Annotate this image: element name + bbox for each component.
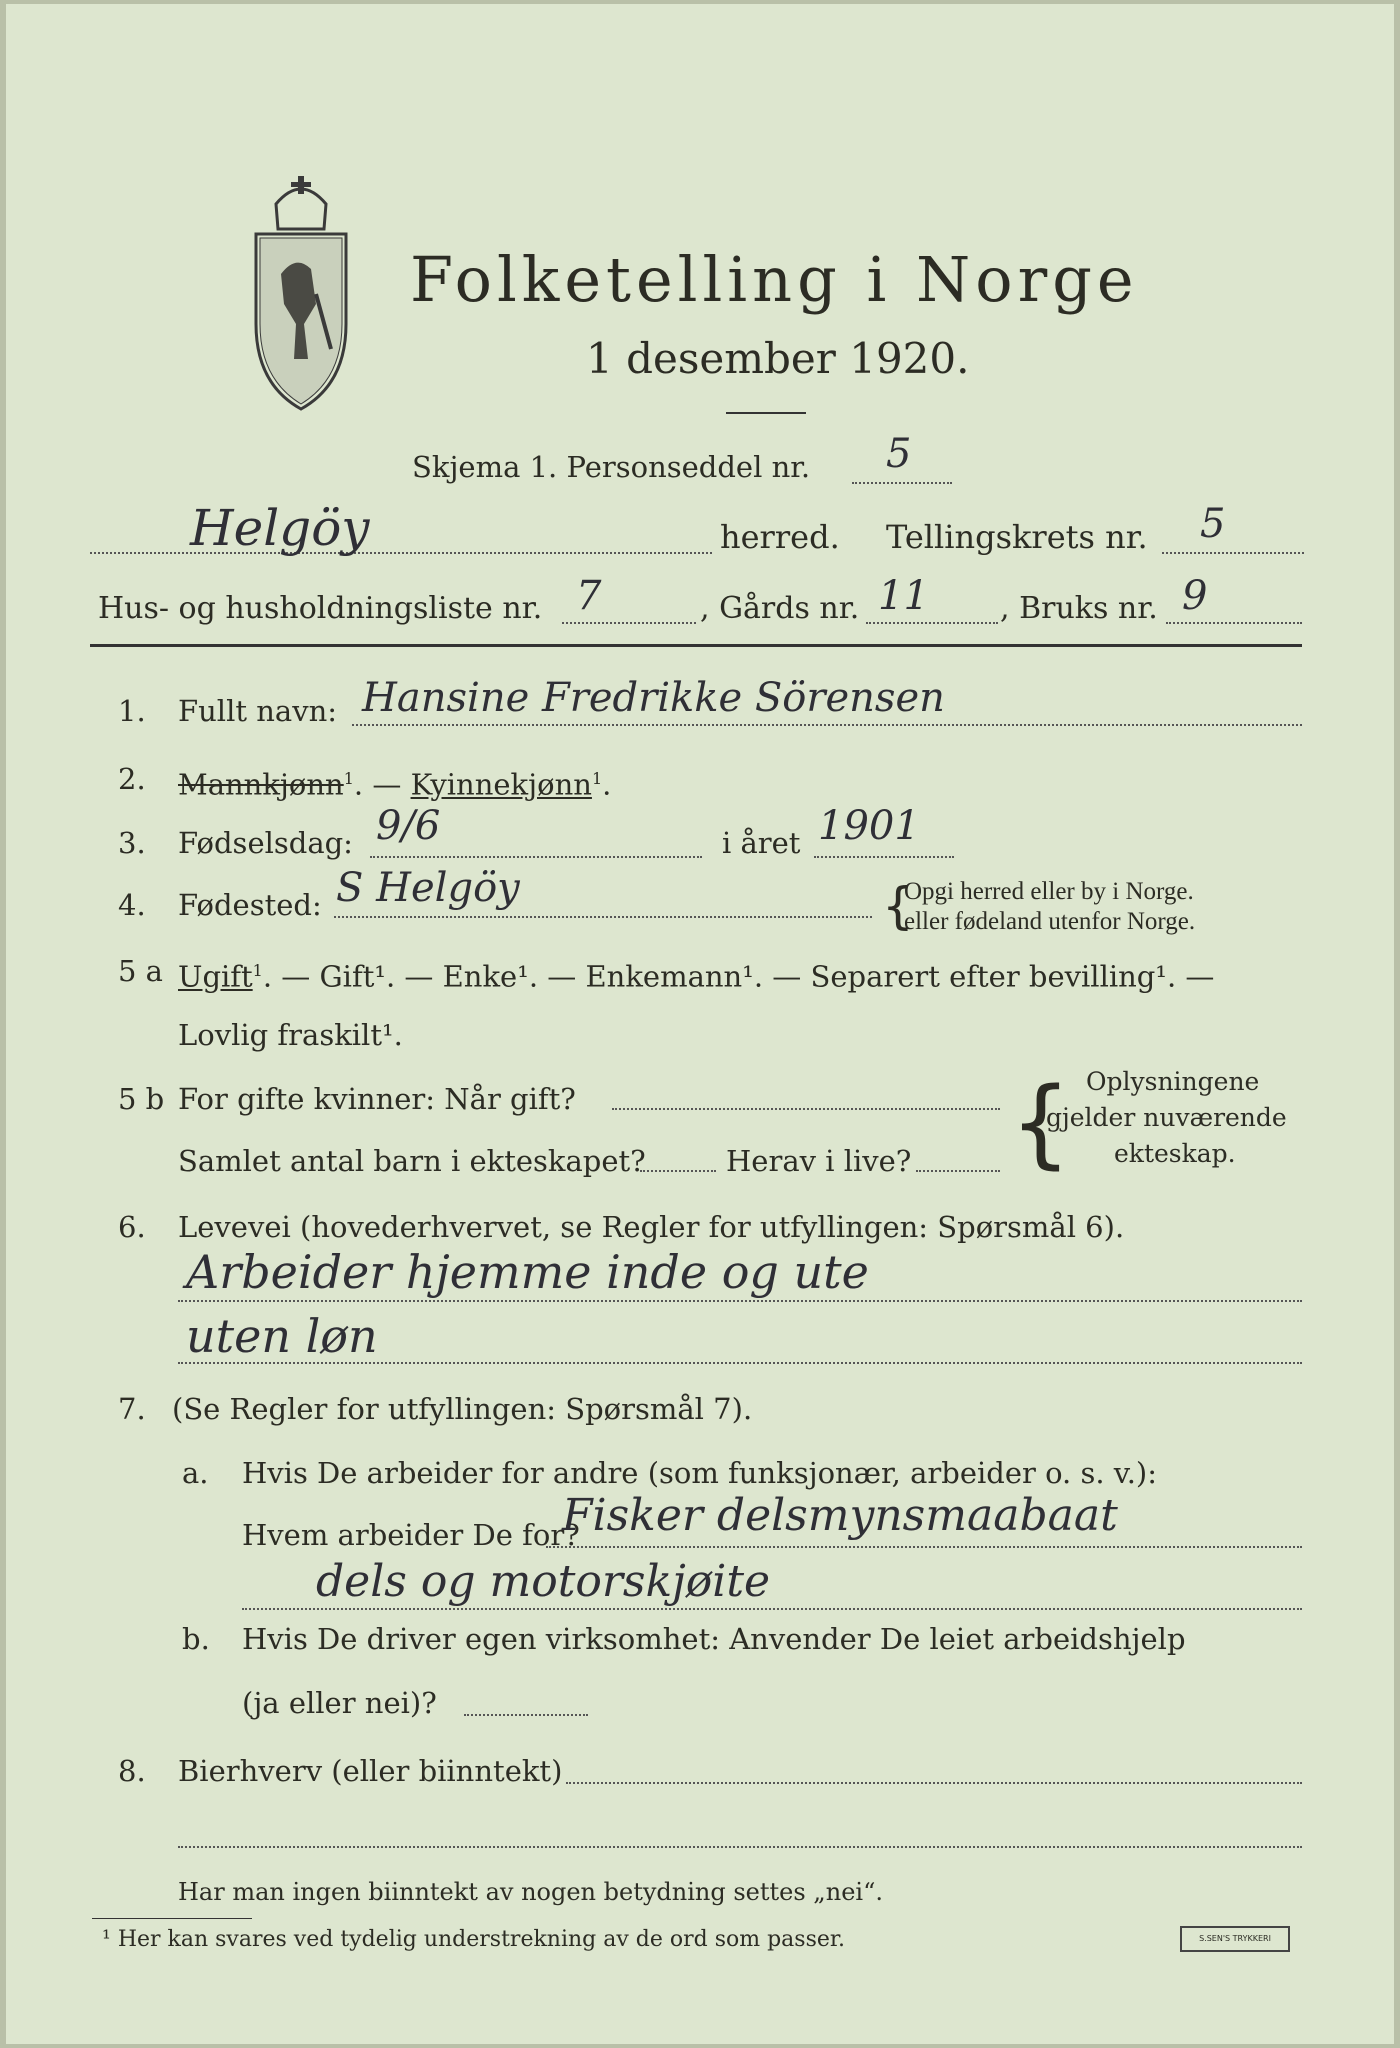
q2-separator: . — (353, 767, 411, 802)
q7a-letter: a. (182, 1456, 209, 1490)
q5b-note-2: gjelder nuværende (1046, 1103, 1287, 1132)
bruks-value: 9 (1182, 573, 1208, 619)
q6-value-2: uten løn (186, 1309, 378, 1363)
form-date: 1 desember 1920. (586, 334, 970, 383)
q7-label: (Se Regler for utfyllingen: Spørsmål 7). (172, 1392, 753, 1426)
q3-number: 3. (118, 826, 146, 860)
q2-options: Mannkjønn$^1$. — Kyinnekjønn$^1$. (178, 767, 612, 802)
husliste-line (562, 622, 696, 624)
q4-brace: { (882, 877, 914, 935)
q1-value: Hansine Fredrikke Sörensen (362, 675, 945, 721)
bruks-line (1166, 622, 1302, 624)
q8-line2 (178, 1846, 1302, 1848)
q8-line1 (566, 1782, 1302, 1784)
gards-line (866, 622, 998, 624)
q3-value: 9/6 (376, 803, 441, 849)
form-title: Folketelling i Norge (410, 243, 1139, 316)
q7a-line1: Hvis De arbeider for andre (som funksjonær, arbeider o. s. v.): (242, 1456, 1158, 1490)
tellingskrets-label: Tellingskrets nr. (886, 518, 1148, 556)
q2-male: Mannkjønn (178, 767, 344, 802)
q5b-line1-dots (612, 1108, 1000, 1110)
husliste-value: 7 (576, 573, 602, 619)
q7a-line2: Hvem arbeider De for? (242, 1518, 580, 1552)
q7b-line2: (ja eller nei)? (242, 1686, 437, 1720)
q4-label: Fødested: (178, 888, 322, 922)
q5a-ugift: Ugift (178, 959, 253, 994)
q4-value: S Helgöy (336, 865, 520, 911)
printer-stamp-text: S.SEN'S TRYKKERI (1199, 1934, 1271, 1943)
q1-line (352, 724, 1302, 726)
q7a-value-1: Fisker delsmynsmaabaat (562, 1490, 1118, 1541)
q2-end: . (602, 767, 612, 802)
bruks-label: , Bruks nr. (1000, 591, 1158, 626)
q2-number: 2. (118, 762, 146, 796)
q5a-number: 5 a (118, 954, 163, 988)
q5b-line1: For gifte kvinner: Når gift? (178, 1082, 576, 1116)
schema-nr-line (852, 482, 952, 484)
gards-value: 11 (878, 573, 929, 619)
q5b-note-1: Oplysningene (1086, 1067, 1260, 1096)
q5b-line2b-dots (916, 1170, 1000, 1172)
q7-number: 7. (118, 1392, 146, 1426)
census-form-sheet (6, 4, 1394, 2044)
q5a-line2: Lovlig fraskilt¹. (178, 1018, 403, 1052)
q5b-brace: { (1010, 1067, 1072, 1179)
q7b-line2-dots (464, 1714, 588, 1716)
q4-note-2: eller fødeland utenfor Norge. (904, 908, 1196, 935)
q3-year-value: 1901 (818, 803, 920, 849)
q1-number: 1. (118, 694, 146, 728)
q3-year-line (814, 856, 954, 858)
q4-note-1: Opgi herred eller by i Norge. (904, 878, 1194, 905)
tellingskrets-value: 5 (1200, 501, 1226, 547)
coat-of-arms-icon (246, 174, 356, 414)
header-divider (90, 644, 1302, 647)
footnote-divider (92, 1918, 252, 1919)
q7a-value-2: dels og motorskjøite (316, 1556, 771, 1607)
q6-line1 (178, 1300, 1302, 1302)
schema-nr-value: 5 (886, 431, 912, 477)
q6-number: 6. (118, 1210, 146, 1244)
q7b-letter: b. (182, 1622, 210, 1656)
footer-note: Har man ingen biinntekt av nogen betydning settes „nei“. (178, 1878, 883, 1906)
tellingskrets-line (1162, 552, 1304, 554)
gards-label: , Gårds nr. (700, 591, 860, 626)
q3-label: Fødselsdag: (178, 826, 353, 860)
q3-line (370, 856, 702, 858)
footnote: ¹ Her kan svares ved tydelig understrekning av de ord som passer. (102, 1927, 845, 1952)
printer-stamp (1180, 1926, 1290, 1952)
title-divider (726, 412, 806, 414)
q5a-options: Ugift$^1$. — Gift¹. — Enke¹. — Enkemann¹. — Separert efter bevilling¹. — (178, 959, 1215, 994)
q2-female: Kyinnekjønn (410, 767, 592, 802)
q5b-line2b: Herav i live? (726, 1144, 912, 1178)
q7a-line3 (242, 1608, 1302, 1610)
q5b-number: 5 b (118, 1082, 165, 1116)
q7b-line1: Hvis De driver egen virksomhet: Anvender De leiet arbeidshjelp (242, 1622, 1186, 1656)
q8-number: 8. (118, 1754, 146, 1788)
q6-value-1: Arbeider hjemme inde og ute (186, 1245, 869, 1299)
husliste-label: Hus- og husholdningsliste nr. (98, 591, 543, 626)
q6-label: Levevei (hovederhvervet, se Regler for utfyllingen: Spørsmål 6). (178, 1210, 1125, 1244)
q1-label: Fullt navn: (178, 694, 338, 728)
herred-label: herred. (720, 518, 840, 556)
q5a-rest: . — Gift¹. — Enke¹. — Enkemann¹. — Separert efter bevilling¹. — (262, 959, 1215, 994)
q7a-line2-dots (546, 1546, 1302, 1548)
q5b-line2a-dots (640, 1170, 716, 1172)
q8-label: Bierhverv (eller biinntekt) (178, 1754, 563, 1788)
herred-line (90, 552, 712, 554)
q5b-line2a: Samlet antal barn i ekteskapet? (178, 1144, 646, 1178)
schema-label: Skjema 1. Personseddel nr. (412, 450, 811, 484)
q3-year-label: i året (722, 826, 801, 860)
q4-line (334, 916, 872, 918)
q5b-note-3: ekteskap. (1114, 1139, 1236, 1168)
herred-value: Helgöy (190, 499, 370, 557)
q4-number: 4. (118, 888, 146, 922)
